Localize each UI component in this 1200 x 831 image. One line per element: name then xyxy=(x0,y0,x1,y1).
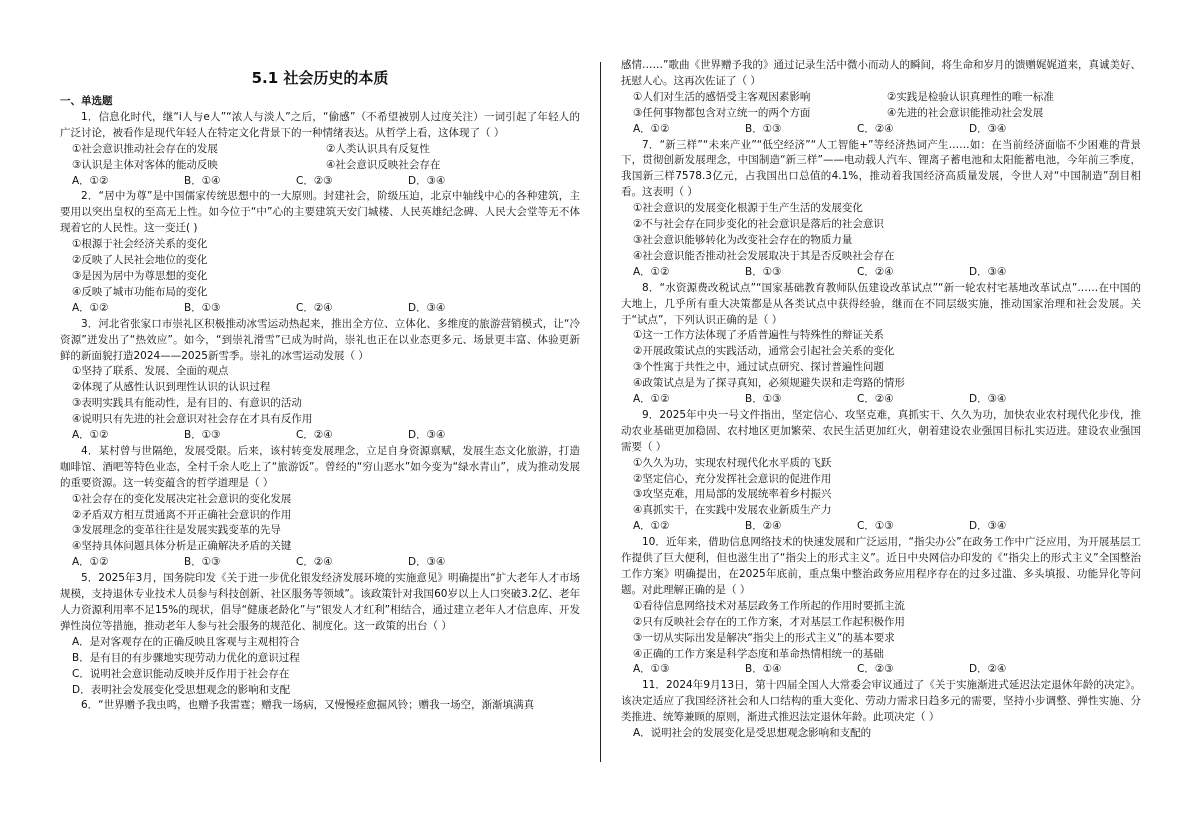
option-item: ②实践是检验认识真理性的唯一标准 xyxy=(887,90,1054,103)
option-item: ④正确的工作方案是科学态度和革命热情相统一的基础 xyxy=(633,647,884,660)
option-item: ②开展政策试点的实践活动，通常会引起社会关系的变化 xyxy=(633,345,895,358)
answer-choice: C．②④ xyxy=(296,429,333,442)
question-stem: 6．“世界赠予我虫鸣，也赠予我雷霆；赠我一场病，又慢慢痊愈掘风铃；赠我一场空，渐渐填满真 xyxy=(81,699,535,712)
option-item: ①看待信息网络技术对基层政务工作所起的作用时要抓主流 xyxy=(633,599,905,612)
option-item: ③是因为居中为尊思想的变化 xyxy=(72,269,208,282)
answer-choice: C．①③ xyxy=(857,520,894,533)
option-item: ④说明只有先进的社会意识对社会存在才具有反作用 xyxy=(72,413,313,426)
answer-choice: B．①④ xyxy=(745,663,782,676)
answer-choice: A．①② xyxy=(72,429,109,442)
question-stem: 2．“居中为尊”是中国儒家传统思想中的一大原则。封建社会，阶级压迫，北京中轴线中心的各种建筑，主要用以突出皇权的至高无上性。如今位于“中”心的主要建筑天安门城楼、人民英雄纪念碑、人民大会堂等无不体现着它的人民性。这一变迁( ) xyxy=(60,190,580,235)
option-item: ④反映了城市功能布局的变化 xyxy=(72,285,208,298)
answer-choice: A．①② xyxy=(72,174,109,187)
answer-choices xyxy=(60,301,580,317)
answer-choice: A．①② xyxy=(72,301,109,314)
option-item: ①久久为功，实现农村现代化水平质的飞跃 xyxy=(633,456,832,469)
option-item: ③个性寓于共性之中，通过试点研究、探讨普遍性问题 xyxy=(633,361,884,374)
option-item: ③认识是主体对客体的能动反映 xyxy=(72,158,218,171)
answer-choice: B．②④ xyxy=(745,520,782,533)
answer-choice: D．③④ xyxy=(969,122,1007,135)
option-item: ④真抓实干，在实践中发展农业新质生产力 xyxy=(633,504,832,517)
option-item: ①社会意识推动社会存在的发展 xyxy=(72,142,218,155)
answer-choices xyxy=(60,555,580,571)
option-row xyxy=(60,142,580,158)
answer-choice: C．②④ xyxy=(857,265,894,278)
answer-choice: A．①② xyxy=(633,122,670,135)
question-stem: 7．“新三样”“未来产业”“低空经济”“人工智能+”等经济热词产生……如：在当前经济面临不少困难的背景下，贯彻创新发展理念，中国制造“新三样”——电动载人汽车、锂离子蓄电池和太阳能蓄电池，今年前三季度，我国新三样7578.3亿元，占我国出口总值的4.1%，推动着我国经济高质量发展，令世人对“中国制造”刮目相看。这表明（ ） xyxy=(621,138,1141,199)
answer-choice: B．①③ xyxy=(745,265,782,278)
column-divider xyxy=(600,62,601,762)
option-item: ④坚持具体问题具体分析是正确解决矛盾的关键 xyxy=(72,540,292,553)
option-row xyxy=(621,90,1141,106)
option-item: ④社会意识能否推动社会发展取决于其是否反映社会存在 xyxy=(633,249,895,262)
answer-choice: C．②④ xyxy=(296,301,333,314)
answer-choice: C．②④ xyxy=(296,556,333,569)
section-heading: 一、单选题 xyxy=(60,95,113,107)
answer-choice: C．②④ xyxy=(857,122,894,135)
option-item: ③发展理念的变革往往是发展实践变革的先导 xyxy=(72,524,281,537)
answer-choice: B．①③ xyxy=(745,122,782,135)
answer-choices xyxy=(60,174,580,190)
option-row xyxy=(621,106,1141,122)
question-stem: 10．近年来，借助信息网络技术的快速发展和广泛运用，“指尖办公”在政务工作中广泛应用，为开展基层工作提供了巨大便利，但也滋生出了“指尖上的形式主义”。近日中央网信办印发的《“指尖上的形式主义”全国整治工作方案》明确提出，在2025年底前，重点集中整治政务应用程序存在的过多过滥、多头填报、功能异化等问题。对此理解正确的是（ ） xyxy=(621,536,1141,596)
answer-choice: B．①④ xyxy=(184,174,221,187)
option-item: ③社会意识能够转化为改变社会存在的物质力量 xyxy=(633,233,853,246)
question-stem: 5．2025年3月，国务院印发《关于进一步优化银发经济发展环境的实施意见》明确提出“扩大老年人才市场规模，支持退休专业技术人员参与科技创新、社区服务等领域”。该政策针对我国60岁以上人口突破3.2亿、老年人力资源利用率不足15%的现状，倡导“健康老龄化”与“银发人才红利”相结合，通过建立老年人才信息库、开发弹性岗位等措施，推动老年人参与社会服务的规范化、制度化。这一政策的出台（ ） xyxy=(60,572,580,632)
option-item: A．说明社会的发展变化是受思想观念影响和支配的 xyxy=(633,727,872,740)
option-item: ②矛盾双方相互贯通离不开正确社会意识的作用 xyxy=(72,508,292,521)
answer-choices xyxy=(621,392,1141,408)
answer-choice: D．②④ xyxy=(969,663,1007,676)
right-column xyxy=(621,58,1141,742)
option-item: ①坚持了联系、发展、全面的观点 xyxy=(72,365,229,378)
answer-choice: A．①② xyxy=(633,393,670,406)
answer-choice: D．③④ xyxy=(969,393,1007,406)
question-stem: 3．河北省张家口市崇礼区积极推动冰雪运动热起来，推出全方位、立体化、多维度的旅游营销模式，让“冷资源”迸发出了“热效应”。如今，“到崇礼滑雪”已成为时尚，崇礼也正在以业态更多元、场景更丰富、体验更新鲜的新面貌打造2024——2025新雪季。崇礼的冰雪运动发展（ ） xyxy=(60,317,580,362)
answer-choices xyxy=(621,662,1141,678)
answer-choice: D．③④ xyxy=(969,520,1007,533)
option-item: ③攻坚克难，用局部的发展统率着乡村振兴 xyxy=(633,488,832,501)
answer-choice: D．③④ xyxy=(408,556,446,569)
question-stem: 4．某村曾与世隔绝，发展受限。后来，该村转变发展理念，立足自身资源禀赋，发展生态文化旅游，打造咖啡馆、酒吧等特色业态，全村千余人吃上了“旅游饭”。曾经的“穷山恶水”如今变为“绿水青山”，成为推动发展的重要资源。这一转变蕴含的哲学道理是（ ） xyxy=(60,444,580,489)
option-item: ②体现了从感性认识到理性认识的认识过程 xyxy=(72,381,271,394)
answer-choice: A．①② xyxy=(633,520,670,533)
option-item: ②只有反映社会存在的工作方案，才对基层工作起积极作用 xyxy=(633,615,905,628)
option-item: ③任何事物都包含对立统一的两个方面 xyxy=(633,106,811,119)
question-stem: 8．“水资源费改税试点”“国家基础教育教师队伍建设改革试点”“新一轮农村宅基地改革试点”……在中国的大地上，几乎所有重大决策都是从各类试点中获得经验，继而在不同层级实施，推动国家治理和社会发展。关于“试点”，下列认识正确的是（ ） xyxy=(621,281,1141,326)
option-item: ③表明实践具有能动性，是有目的、有意识的活动 xyxy=(72,397,302,410)
answer-choice: C．②③ xyxy=(857,663,894,676)
page-title: 5.1 社会历史的本质 xyxy=(251,69,389,87)
option-item: A．是对客观存在的正确反映且客观与主观相符合 xyxy=(72,635,300,648)
answer-choices xyxy=(621,519,1141,535)
answer-choices xyxy=(621,265,1141,281)
question-stem: 感情……”歌曲《世界赠予我的》通过记录生活中微小而动人的瞬间，将生命和岁月的馈赠娓娓道来，真诚美好、抚慰人心。这再次佐证了（ ） xyxy=(621,59,1142,87)
option-item: ②反映了人民社会地位的变化 xyxy=(72,254,208,267)
option-item: ②坚定信心，充分发挥社会意识的促进作用 xyxy=(633,472,832,485)
answer-choices xyxy=(621,122,1141,138)
option-item: ④社会意识反映社会存在 xyxy=(326,158,441,171)
option-item: ④政策试点是为了探寻真知，必须规避失误和走弯路的情形 xyxy=(633,377,905,390)
answer-choice: C．②③ xyxy=(296,174,333,187)
answer-choice: D．③④ xyxy=(408,429,446,442)
option-item: D．表明社会发展变化受思想观念的影响和支配 xyxy=(72,683,291,696)
option-item: ①根源于社会经济关系的变化 xyxy=(72,238,208,251)
answer-choice: D．③④ xyxy=(408,174,446,187)
answer-choice: A．①② xyxy=(633,265,670,278)
option-item: ②不与社会存在同步变化的社会意识是落后的社会意识 xyxy=(633,218,884,231)
option-row xyxy=(60,158,580,174)
option-item: ①社会意识的发展变化根源于生产生活的发展变化 xyxy=(633,202,863,215)
option-item: ①社会存在的变化发展决定社会意识的变化发展 xyxy=(72,492,292,505)
answer-choice: B．①③ xyxy=(745,393,782,406)
answer-choice: A．①③ xyxy=(633,663,670,676)
answer-choice: B．①③ xyxy=(184,301,221,314)
answer-choice: A．①② xyxy=(72,556,109,569)
left-column xyxy=(60,58,580,714)
option-item: B．是有目的有步骤地实现劳动力优化的意识过程 xyxy=(72,651,300,664)
answer-choice: C．②④ xyxy=(857,393,894,406)
question-stem: 11．2024年9月13日，第十四届全国人大常委会审议通过了《关于实施渐进式延迟法定退休年龄的决定》。该决定适应了我国经济社会和人口结构的重大变化、劳动力需求日趋多元的需要，坚持小步调整、弹性实施、分类推进、统筹兼顾的原则，渐进式推迟法定退休年龄。此项决定（ ） xyxy=(621,679,1141,724)
question-stem: 1．信息化时代，继“i人与e人”“浓人与淡人”之后，“偷感”（不希望被别人过度关注）一词引起了年轻人的广泛讨论，被看作是现代年轻人在特定文化背景下的一种情绪表达。从哲学上看，这体现了（ ） xyxy=(60,110,580,139)
option-item: ②人类认识具有反复性 xyxy=(326,142,430,155)
option-item: ④先进的社会意识能推动社会发展 xyxy=(887,106,1044,119)
option-item: ①人们对生活的感悟受主客观因素影响 xyxy=(633,90,811,103)
answer-choice: D．③④ xyxy=(408,301,446,314)
answer-choices xyxy=(60,428,580,444)
question-stem: 9．2025年中央一号文件指出，坚定信心、攻坚克难，真抓实干、久久为功，加快农业农村现代化步伐，推动农业基础更加稳固、农村地区更加繁荣、农民生活更加红火，朝着建设农业强国目标扎实迈进。建设农业强国需要（ ） xyxy=(621,408,1141,453)
answer-choice: B．①③ xyxy=(184,556,221,569)
answer-choice: B．①③ xyxy=(184,429,221,442)
option-item: ①这一工作方法体现了矛盾普遍性与特殊性的辩证关系 xyxy=(633,329,884,342)
answer-choice: D．③④ xyxy=(969,265,1007,278)
option-item: ③一切从实际出发是解决“指尖上的形式主义”的基本要求 xyxy=(633,631,895,644)
option-item: C．说明社会意识能动反映并反作用于社会存在 xyxy=(72,667,290,680)
